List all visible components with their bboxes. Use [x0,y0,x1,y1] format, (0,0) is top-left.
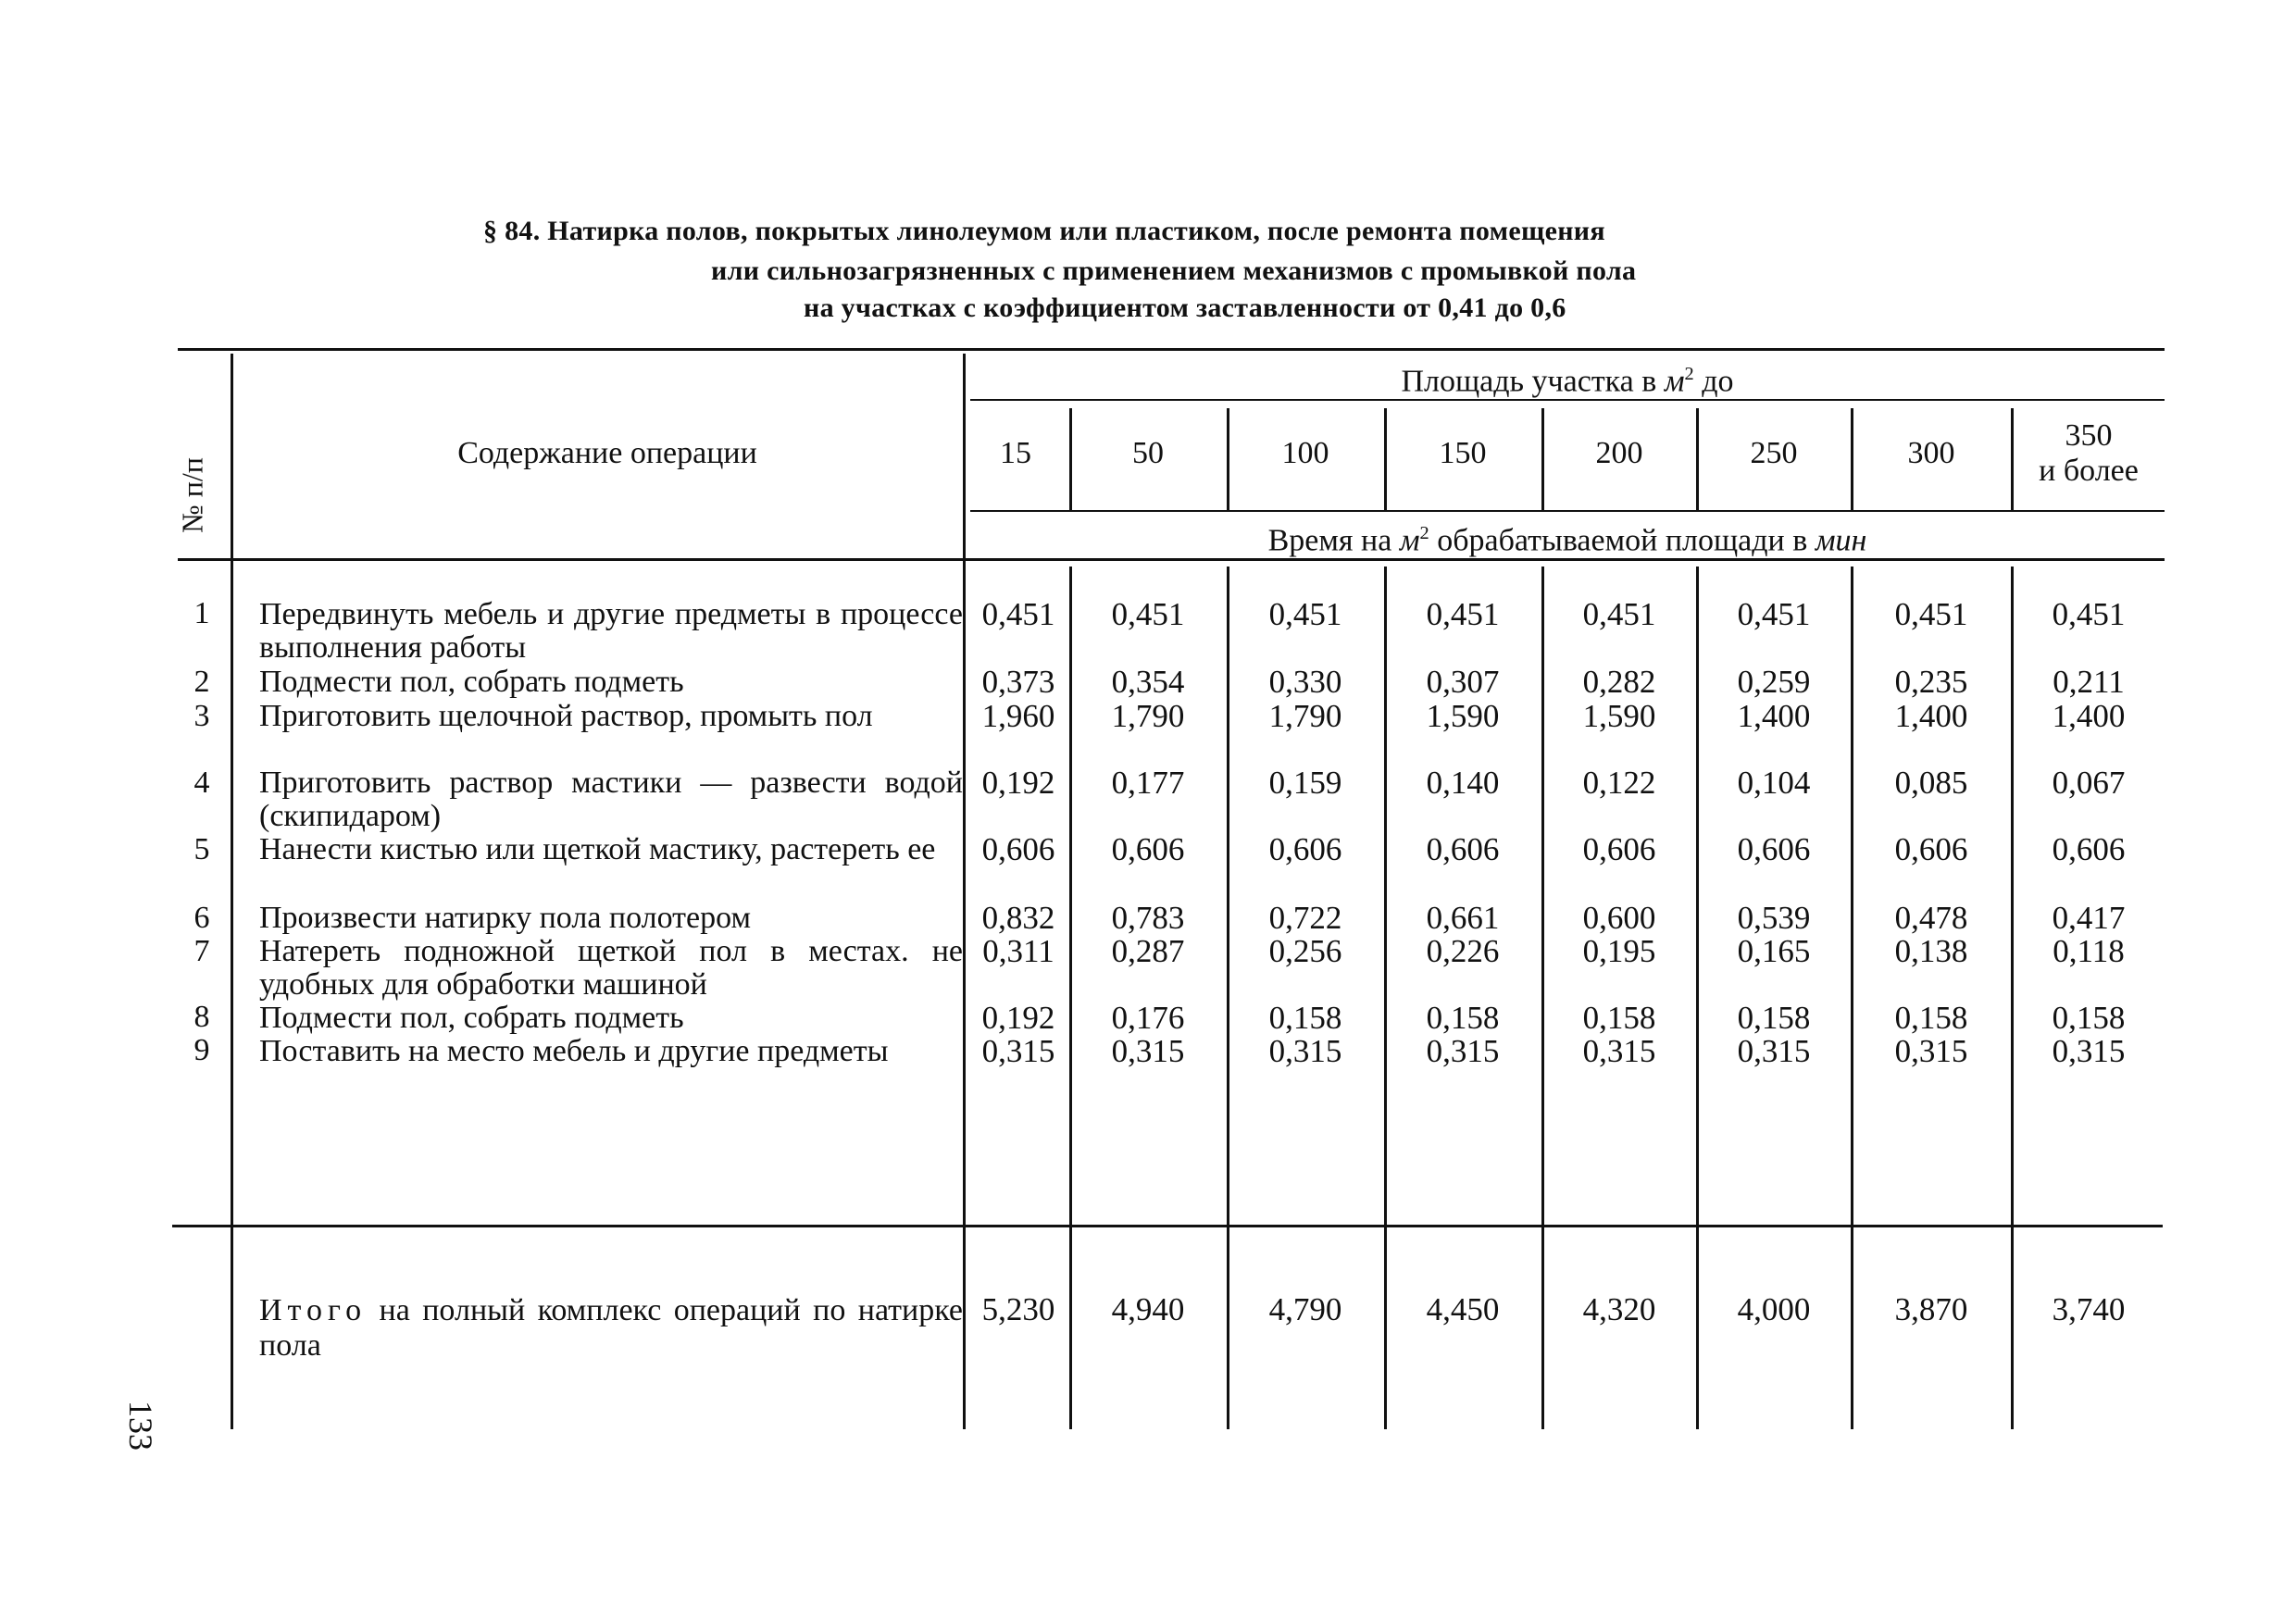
operation-text: Поставить на место мебель и другие предметы [259,1034,889,1068]
area-header-sup: 2 [1684,364,1694,384]
time-header-middle: обрабатываемой площади в [1429,523,1816,558]
value-cell: 0,478 [1894,900,1968,936]
col-header-350-more [2039,418,2139,489]
value-cell: 0,606 [2052,831,2126,867]
value-cell: 0,832 [981,900,1055,936]
row-number: 5 [193,832,210,866]
total-label [259,1293,963,1364]
value-cell: 0,315 [1111,1033,1185,1069]
col-header-15: 15 [1000,436,1031,470]
col-sep-6b [1851,567,1853,1429]
col-sep-6 [1851,408,1853,510]
area-header-unit: м [1664,364,1685,399]
value-cell: 0,451 [1426,596,1500,632]
value-cell: 1,590 [1426,698,1500,734]
value-cell: 1,790 [1111,698,1185,734]
value-cell: 0,606 [1894,831,1968,867]
value-cell: 0,315 [1894,1033,1968,1069]
value-cell: 0,104 [1737,765,1811,801]
value-cell: 0,177 [1111,765,1185,801]
value-cell: 0,315 [1268,1033,1342,1069]
value-cell: 1,400 [1737,698,1811,734]
page-number: 133 [122,1401,159,1451]
col-header-150: 150 [1439,436,1487,470]
operation-column-border [231,354,233,1429]
total-separator-rule [172,1225,2163,1227]
operation-text: Приготовить раствор мастики — развести водой (скипидаром) [259,766,963,833]
value-cell: 0,606 [1268,831,1342,867]
col-sep-2b [1227,567,1229,1429]
total-label-rest: на полный комплекс операций по натирке пола [259,1293,963,1363]
values-column-border [963,354,966,1429]
area-header [1401,365,1733,397]
value-cell: 0,315 [1737,1033,1811,1069]
value-cell: 0,451 [1111,596,1185,632]
row-number: 4 [193,766,210,800]
col-sep-4 [1541,408,1544,510]
total-value: 3,740 [2052,1291,2126,1327]
total-value: 4,450 [1426,1291,1500,1327]
operation-text: Натереть подножной щеткой пол в местах. не удобных для обработки машиной [259,934,963,1002]
value-cell: 0,606 [1582,831,1656,867]
col-sep-1 [1069,408,1072,510]
value-cell: 0,307 [1426,664,1500,700]
value-cell: 0,783 [1111,900,1185,936]
col-sep-3 [1384,408,1387,510]
value-cell: 0,722 [1268,900,1342,936]
value-cell: 0,354 [1111,664,1185,700]
value-cell: 0,451 [1582,596,1656,632]
value-cell: 0,138 [1894,933,1968,969]
total-value: 5,230 [981,1291,1055,1327]
value-cell: 0,282 [1582,664,1656,700]
col-sep-4b [1541,567,1544,1429]
value-cell: 0,451 [981,596,1055,632]
row-number: 9 [193,1033,210,1067]
value-cell: 1,960 [981,698,1055,734]
value-cell: 0,315 [1582,1033,1656,1069]
value-cell: 0,085 [1894,765,1968,801]
header-bottom-rule [178,558,2165,561]
value-cell: 0,451 [1737,596,1811,632]
col-sep-5 [1696,408,1699,510]
total-value: 4,320 [1582,1291,1656,1327]
value-cell: 0,140 [1426,765,1500,801]
row-number-header: № п/п [175,457,209,533]
value-cell: 0,158 [1582,1000,1656,1036]
total-value: 4,000 [1737,1291,1811,1327]
value-cell: 0,192 [981,1000,1055,1036]
value-cell: 0,606 [1426,831,1500,867]
operation-header: Содержание операции [457,436,757,470]
row-number: 2 [193,665,210,699]
total-label-word: Итого [259,1293,368,1327]
value-cell: 0,287 [1111,933,1185,969]
time-header [1268,524,1867,556]
row-number: 8 [193,1000,210,1034]
value-cell: 0,195 [1582,933,1656,969]
value-cell: 0,315 [981,1033,1055,1069]
value-cell: 0,606 [1111,831,1185,867]
operation-text: Нанести кистью или щеткой мастику, растереть ее [259,832,936,866]
value-cell: 0,600 [1582,900,1656,936]
value-cell: 0,256 [1268,933,1342,969]
row-number: 7 [193,934,210,968]
value-cell: 0,417 [2052,900,2126,936]
value-cell: 0,176 [1111,1000,1185,1036]
operation-text: Передвинуть мебель и другие предметы в процессе выполнения работы [259,597,963,665]
value-cell: 1,590 [1582,698,1656,734]
area-header-prefix: Площадь участка в [1401,364,1665,399]
value-cell: 1,400 [2052,698,2126,734]
value-cell: 0,606 [981,831,1055,867]
value-cell: 0,192 [981,765,1055,801]
row-number: 6 [193,901,210,935]
operation-text: Подмести пол, собрать подметь [259,1001,684,1035]
operation-text: Подмести пол, собрать подметь [259,665,684,699]
value-cell: 0,315 [1426,1033,1500,1069]
operation-text: Приготовить щелочной раствор, промыть пол [259,699,873,733]
col-header-350: 350 [2065,418,2113,453]
operation-text: Произвести натирку пола полотером [259,901,752,935]
time-header-suffix: мин [1815,523,1867,558]
section-title-line-3: на участках с коэффициентом заставленности от 0,41 до 0,6 [804,293,1566,323]
value-cell: 0,226 [1426,933,1500,969]
value-cell: 0,661 [1426,900,1500,936]
col-header-and-more: и более [2039,454,2139,488]
col-sep-1b [1069,567,1072,1429]
value-cell: 0,451 [2052,596,2126,632]
value-cell: 0,067 [2052,765,2126,801]
col-sep-3b [1384,567,1387,1429]
value-cell: 0,311 [982,933,1054,969]
col-sep-5b [1696,567,1699,1429]
value-cell: 0,158 [1426,1000,1500,1036]
value-cell: 0,158 [1268,1000,1342,1036]
col-sep-2 [1227,408,1229,510]
value-cell: 0,211 [2053,664,2125,700]
value-cell: 0,118 [2053,933,2125,969]
value-cell: 0,158 [2052,1000,2126,1036]
time-header-unit: м [1399,523,1420,558]
value-cell: 0,330 [1268,664,1342,700]
value-cell: 0,158 [1737,1000,1811,1036]
col-sep-7 [2011,408,2014,510]
col-header-300: 300 [1907,436,1955,470]
col-header-250: 250 [1750,436,1798,470]
area-header-suffix: до [1693,364,1734,399]
value-cell: 0,158 [1894,1000,1968,1036]
table-top-rule [178,348,2165,351]
total-value: 4,940 [1111,1291,1185,1327]
value-cell: 0,451 [1268,596,1342,632]
value-cell: 0,122 [1582,765,1656,801]
time-header-rule [970,510,2165,512]
value-cell: 0,235 [1894,664,1968,700]
value-cell: 0,315 [2052,1033,2126,1069]
value-cell: 1,400 [1894,698,1968,734]
col-header-50: 50 [1132,436,1164,470]
area-header-rule [970,399,2165,401]
value-cell: 0,539 [1737,900,1811,936]
col-header-200: 200 [1595,436,1643,470]
value-cell: 0,451 [1894,596,1968,632]
value-cell: 0,373 [981,664,1055,700]
row-number: 1 [193,596,210,630]
total-value: 3,870 [1894,1291,1968,1327]
row-number: 3 [193,699,210,733]
value-cell: 0,606 [1737,831,1811,867]
col-header-100: 100 [1281,436,1329,470]
value-cell: 0,159 [1268,765,1342,801]
section-title-line-2: или сильнозагрязненных с применением механизмов с промывкой пола [711,255,1637,286]
time-header-prefix: Время на [1267,523,1400,558]
value-cell: 1,790 [1268,698,1342,734]
section-title-line-1: § 84. Натирка полов, покрытых линолеумом или пластиком, после ремонта помещения [483,216,1605,246]
total-value: 4,790 [1268,1291,1342,1327]
time-header-sup: 2 [1419,523,1429,543]
col-sep-7b [2011,567,2014,1429]
value-cell: 0,165 [1737,933,1811,969]
value-cell: 0,259 [1737,664,1811,700]
